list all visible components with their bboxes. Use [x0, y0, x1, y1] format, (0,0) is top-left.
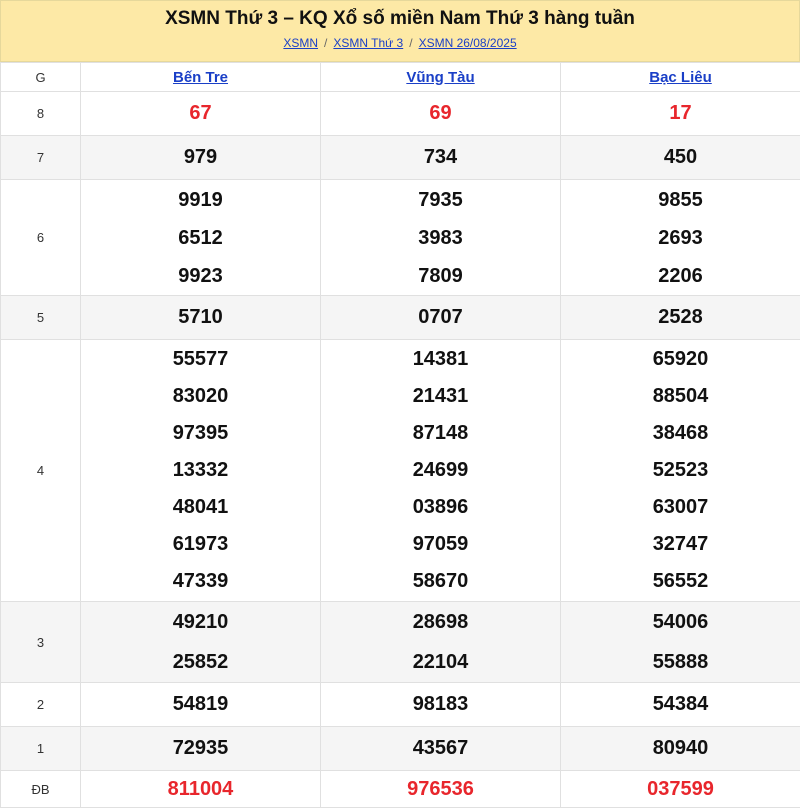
prize-number: 7935 [321, 181, 560, 219]
prize-number: 65920 [561, 341, 800, 378]
prize-cell [81, 602, 321, 683]
prize-number: 450 [561, 136, 800, 179]
breadcrumb-separator: / [324, 36, 327, 50]
prize-cell [561, 340, 800, 602]
table-row [1, 340, 800, 602]
table-row [1, 136, 800, 180]
province-header-ben-tre [81, 63, 321, 92]
prize-cell [561, 136, 800, 180]
prize-cell [561, 602, 800, 683]
prize-number: 32747 [561, 526, 800, 563]
prize-number: 97059 [321, 526, 560, 563]
prize-label: ĐB [1, 771, 81, 808]
prize-cell [81, 136, 321, 180]
prize-cell [561, 180, 800, 296]
table-row [1, 180, 800, 296]
table-row [1, 683, 800, 727]
prize-number: 54384 [561, 683, 800, 726]
prize-number: 58670 [321, 563, 560, 600]
results-body [1, 92, 800, 808]
table-row [1, 602, 800, 683]
prize-label: 5 [1, 296, 81, 340]
prize-number: 61973 [81, 526, 320, 563]
prize-cell [561, 683, 800, 727]
breadcrumb-xsmn-thu-3[interactable]: XSMN Thứ 3 [333, 36, 403, 50]
prize-cell [561, 771, 800, 808]
breadcrumb-xsmn-date[interactable]: XSMN 26/08/2025 [419, 36, 517, 50]
prize-cell [321, 92, 561, 136]
prize-cell [321, 296, 561, 340]
prize-cell [81, 683, 321, 727]
prize-number: 55888 [561, 642, 800, 682]
prize-cell [561, 296, 800, 340]
prize-label: 6 [1, 180, 81, 296]
prize-cell [321, 771, 561, 808]
results-table [0, 62, 800, 808]
prize-number: 734 [321, 136, 560, 179]
breadcrumb [1, 36, 799, 50]
prize-number: 976536 [321, 771, 560, 807]
table-row [1, 92, 800, 136]
prize-cell [81, 92, 321, 136]
prize-number: 88504 [561, 378, 800, 415]
table-row [1, 771, 800, 808]
prize-number: 2528 [561, 296, 800, 339]
prize-number: 49210 [81, 602, 320, 642]
table-header-row [1, 63, 800, 92]
prize-number: 54819 [81, 683, 320, 726]
prize-number: 03896 [321, 489, 560, 526]
prize-number: 55577 [81, 341, 320, 378]
prize-number: 14381 [321, 341, 560, 378]
prize-number: 6512 [81, 219, 320, 257]
prize-number: 2693 [561, 219, 800, 257]
prize-number: 811004 [81, 771, 320, 807]
province-link-bac-lieu[interactable]: Bạc Liêu [649, 69, 712, 86]
prize-label: 3 [1, 602, 81, 683]
breadcrumb-separator: / [409, 36, 412, 50]
prize-number: 47339 [81, 563, 320, 600]
prize-number: 9923 [81, 257, 320, 295]
province-link-vung-tau[interactable]: Vũng Tàu [406, 69, 474, 86]
prize-number: 87148 [321, 415, 560, 452]
breadcrumb-xsmn[interactable]: XSMN [283, 36, 318, 50]
table-row [1, 727, 800, 771]
prize-number: 48041 [81, 489, 320, 526]
prize-number: 13332 [81, 452, 320, 489]
prize-cell [81, 771, 321, 808]
prize-cell [321, 602, 561, 683]
prize-cell [81, 296, 321, 340]
prize-number: 43567 [321, 727, 560, 770]
prize-label: 7 [1, 136, 81, 180]
prize-cell [321, 683, 561, 727]
province-header-bac-lieu [561, 63, 800, 92]
prize-number: 38468 [561, 415, 800, 452]
prize-column-header: G [1, 63, 81, 92]
prize-number: 25852 [81, 642, 320, 682]
page-header [0, 0, 800, 62]
prize-number: 037599 [561, 771, 800, 807]
prize-cell [321, 136, 561, 180]
prize-cell [321, 180, 561, 296]
prize-number: 63007 [561, 489, 800, 526]
prize-number: 3983 [321, 219, 560, 257]
prize-cell [81, 340, 321, 602]
prize-number: 2206 [561, 257, 800, 295]
prize-number: 69 [321, 92, 560, 135]
table-row [1, 296, 800, 340]
prize-number: 72935 [81, 727, 320, 770]
prize-number: 5710 [81, 296, 320, 339]
prize-number: 24699 [321, 452, 560, 489]
prize-number: 97395 [81, 415, 320, 452]
prize-label: 8 [1, 92, 81, 136]
province-link-ben-tre[interactable]: Bến Tre [173, 69, 228, 86]
prize-number: 22104 [321, 642, 560, 682]
prize-number: 83020 [81, 378, 320, 415]
prize-cell [561, 727, 800, 771]
prize-number: 52523 [561, 452, 800, 489]
page-title: XSMN Thứ 3 – KQ Xổ số miền Nam Thứ 3 hàng tuần [1, 1, 799, 30]
prize-cell [321, 727, 561, 771]
prize-cell [561, 92, 800, 136]
prize-cell [81, 727, 321, 771]
prize-number: 979 [81, 136, 320, 179]
prize-number: 67 [81, 92, 320, 135]
prize-label: 1 [1, 727, 81, 771]
prize-number: 98183 [321, 683, 560, 726]
prize-label: 2 [1, 683, 81, 727]
prize-number: 0707 [321, 296, 560, 339]
prize-number: 80940 [561, 727, 800, 770]
prize-cell [321, 340, 561, 602]
prize-number: 28698 [321, 602, 560, 642]
prize-cell [81, 180, 321, 296]
prize-number: 54006 [561, 602, 800, 642]
prize-number: 9919 [81, 181, 320, 219]
province-header-vung-tau [321, 63, 561, 92]
prize-number: 21431 [321, 378, 560, 415]
prize-number: 56552 [561, 563, 800, 600]
prize-label: 4 [1, 340, 81, 602]
prize-number: 7809 [321, 257, 560, 295]
prize-number: 9855 [561, 181, 800, 219]
prize-number: 17 [561, 92, 800, 135]
